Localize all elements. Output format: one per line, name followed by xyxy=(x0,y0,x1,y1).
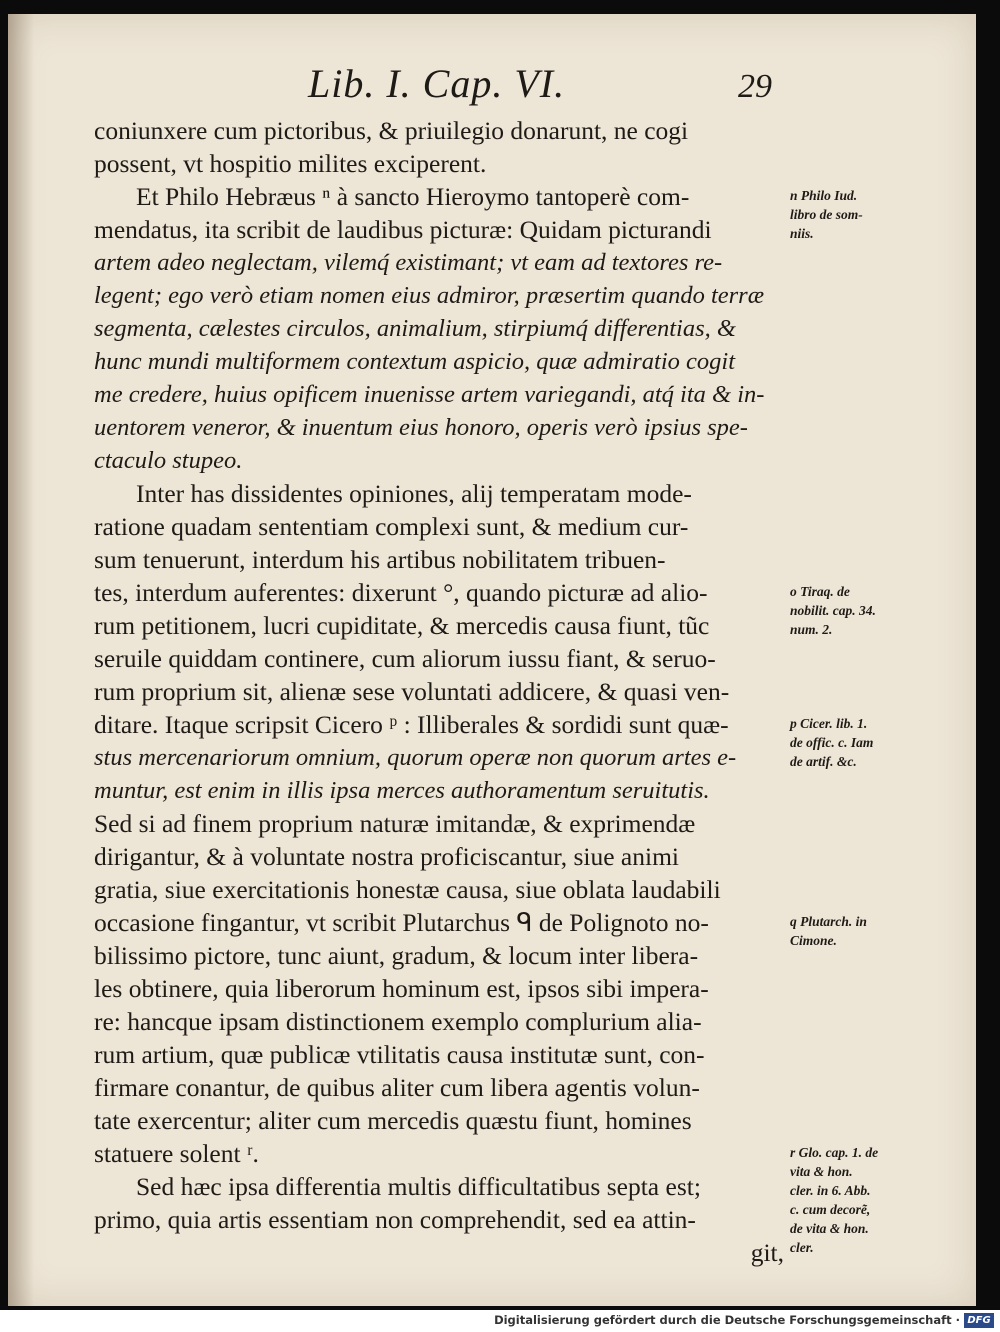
margin-note xyxy=(790,582,920,639)
text-line: Et Philo Hebræus ⁿ à sancto Hieroymo tantoperè com- xyxy=(136,182,690,211)
text-line: occasione fingantur, vt scribit Plutarchus ᑫ de Polignoto no- xyxy=(94,908,709,937)
margin-note-line: de offic. c. Iam xyxy=(790,735,874,750)
margin-note xyxy=(790,186,920,243)
text-line: artem adeo neglectam, vilemq́ existimant; vt eam ad textores re- xyxy=(94,249,723,276)
margin-note-line: libro de som- xyxy=(790,207,863,222)
margin-note-line: nobilit. cap. 34. xyxy=(790,603,876,618)
margin-note-line: r Glo. cap. 1. de xyxy=(790,1145,879,1160)
margin-note-line: niis. xyxy=(790,226,814,241)
text-line: me credere, huius opificem inuenisse artem variegandi, atq́ ita & in- xyxy=(94,381,765,408)
text-line: coniunxere cum pictoribus, & priuilegio donarunt, ne cogi xyxy=(94,116,689,145)
book-page xyxy=(8,14,976,1306)
text-line: hunc mundi multiformem contextum aspicio, quæ admiratio cogit xyxy=(94,348,736,375)
text-line: legent; ego verò etiam nomen eius admiror, præsertim quando terræ xyxy=(94,282,765,309)
margin-note-line: num. 2. xyxy=(790,622,833,637)
dfg-logo: DFG xyxy=(964,1313,994,1328)
margin-note xyxy=(790,1143,920,1257)
margin-note-line: c. cum decorẽ, xyxy=(790,1202,871,1217)
text-line: ctaculo stupeo. xyxy=(94,447,243,474)
text-line: firmare conantur, de quibus aliter cum libera agentis volun- xyxy=(94,1073,700,1102)
margin-note xyxy=(790,912,920,950)
text-line: bilissimo pictore, tunc aiunt, gradum, & locum inter libera- xyxy=(94,941,699,970)
text-line: git, xyxy=(750,1238,784,1267)
text-line: uentorem veneror, & inuentum eius honoro, operis verò ipsius spe- xyxy=(94,414,748,441)
digitization-footer xyxy=(0,1310,1000,1332)
funding-credit: Digitalisierung gefördert durch die Deutsche Forschungsgemeinschaft · xyxy=(494,1313,960,1327)
text-line: ratione quadam sententiam complexi sunt, & medium cur- xyxy=(94,512,689,541)
margin-note-line: o Tiraq. de xyxy=(790,584,850,599)
text-line: Inter has dissidentes opiniones, alij temperatam mode- xyxy=(136,479,692,508)
page-number: 29 xyxy=(738,68,772,105)
text-line: rum petitionem, lucri cupiditate, & mercedis causa fiunt, tũc xyxy=(94,611,710,640)
margin-note-line: Cimone. xyxy=(790,933,837,948)
gutter-shadow xyxy=(8,14,34,1306)
margin-note-line: cler. in 6. Abb. xyxy=(790,1183,871,1198)
margin-note-line: de vita & hon. xyxy=(790,1221,869,1236)
text-line: rum proprium sit, alienæ sese voluntati addicere, & quasi ven- xyxy=(94,677,730,706)
text-line: stus mercenariorum omnium, quorum operæ non quorum artes e- xyxy=(94,744,737,771)
body-text xyxy=(94,114,784,1269)
margin-note-line: cler. xyxy=(790,1240,814,1255)
text-line: sum tenuerunt, interdum his artibus nobilitatem tribuen- xyxy=(94,545,666,574)
text-line: rum artium, quæ publicæ vtilitatis causa institutæ sunt, con- xyxy=(94,1040,705,1069)
margin-note-line: vita & hon. xyxy=(790,1164,853,1179)
running-title: Lib. I. Cap. VI. xyxy=(308,61,566,106)
text-line: mendatus, ita scribit de laudibus picturæ: Quidam picturandi xyxy=(94,215,712,244)
margin-note-line: q Plutarch. in xyxy=(790,914,867,929)
text-line: tate exercentur; aliter cum mercedis quæstu fiunt, homines xyxy=(94,1106,692,1135)
margin-note-line: p Cicer. lib. 1. xyxy=(790,716,868,731)
text-line: segmenta, cælestes circulos, animalium, stirpiumq́ differentias, & xyxy=(94,315,736,342)
margin-note-line: de artif. &c. xyxy=(790,754,857,769)
text-line: gratia, siue exercitationis honestæ causa, siue oblata laudabili xyxy=(94,875,721,904)
text-line: dirigantur, & à voluntate nostra proficiscantur, siue animi xyxy=(94,842,680,871)
text-line: statuere solent ʳ. xyxy=(94,1139,259,1168)
text-line: possent, vt hospitio milites exciperent. xyxy=(94,149,487,178)
text-line: primo, quia artis essentiam non comprehendit, sed ea attin- xyxy=(94,1205,696,1234)
text-line: tes, interdum auferentes: dixerunt °, quando picturæ ad alio- xyxy=(94,578,708,607)
text-line: seruile quiddam continere, cum aliorum iussu fiant, & seruo- xyxy=(94,644,716,673)
margin-note xyxy=(790,714,920,771)
text-line: ditare. Itaque scripsit Cicero ᵖ : Illiberales & sordidi sunt quæ- xyxy=(94,710,729,739)
text-line: Sed si ad finem proprium naturæ imitandæ, & exprimendæ xyxy=(94,809,696,838)
text-line: les obtinere, quia liberorum hominum est, ipsos sibi impera- xyxy=(94,974,709,1003)
text-line: Sed hæc ipsa differentia multis difficultatibus septa est; xyxy=(136,1172,701,1201)
margin-note-line: n Philo Iud. xyxy=(790,188,858,203)
text-line: muntur, est enim in illis ipsa merces authoramentum seruitutis. xyxy=(94,777,710,804)
text-line: re: hancque ipsam distinctionem exemplo complurium alia- xyxy=(94,1007,702,1036)
